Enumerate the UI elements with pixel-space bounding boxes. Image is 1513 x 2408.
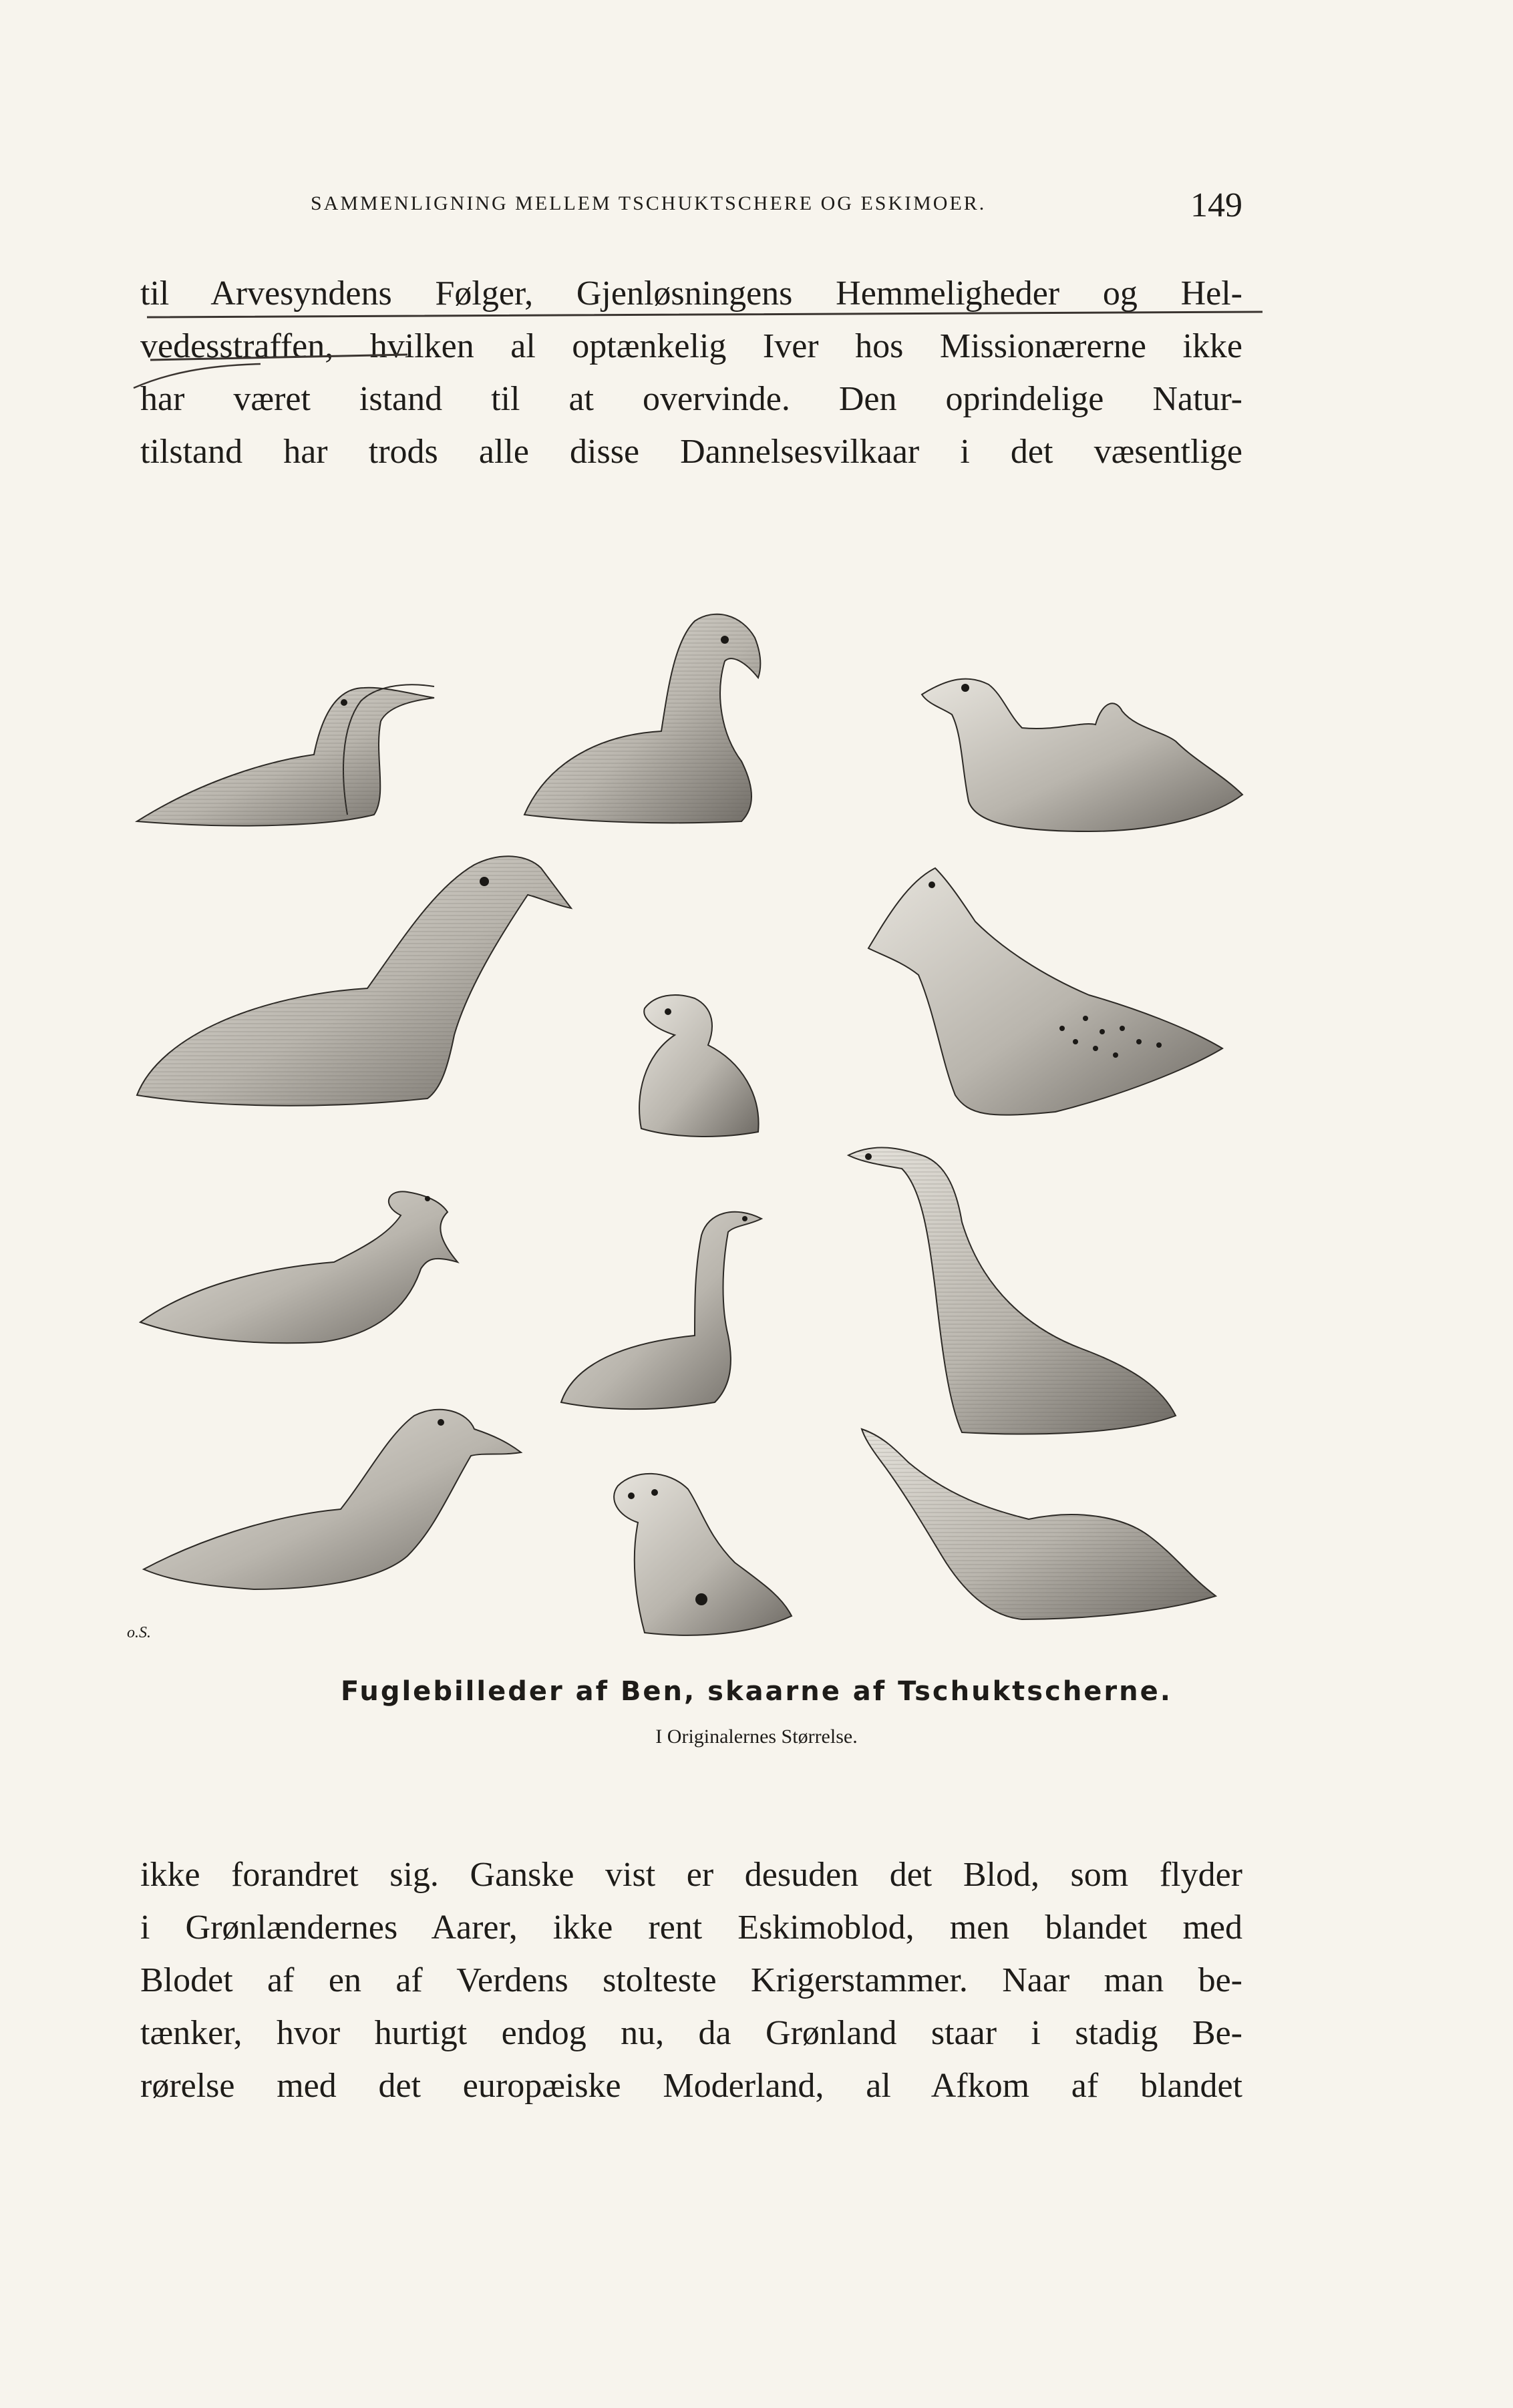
paragraph-bottom bbox=[140, 1848, 1242, 2112]
page-number: 149 bbox=[1190, 186, 1242, 224]
text-line: har været istand til at overvinde. Den oprindelige Natur- bbox=[140, 380, 1242, 418]
text-line: tilstand har trods alle disse Dannelsesvilkaar i det væsentlige bbox=[140, 433, 1242, 471]
text-line: tænker, hvor hurtigt endog nu, da Grønland staar i stadig Be- bbox=[140, 2014, 1242, 2052]
text-line: rørelse med det europæiske Moderland, al Afkom af blandet bbox=[140, 2067, 1242, 2105]
bird-figurines-illustration bbox=[120, 601, 1269, 1656]
figure-caption: Fuglebilleder af Ben, skaarne af Tschuktscherne. bbox=[341, 1676, 1172, 1707]
paragraph-top bbox=[140, 267, 1242, 478]
text-line: i Grønlændernes Aarer, ikke rent Eskimoblod, men blandet med bbox=[140, 1909, 1242, 1947]
artist-signature: o.S. bbox=[127, 1624, 151, 1641]
text-line: vedesstraffen, hvilken al optænkelig Iver hos Missionærerne ikke bbox=[140, 327, 1242, 365]
text-line: til Arvesyndens Følger, Gjenløsningens Hemmeligheder og Hel- bbox=[140, 274, 1242, 313]
engraving-drawing bbox=[120, 601, 1269, 1656]
text-line: ikke forandret sig. Ganske vist er desuden det Blod, som flyder bbox=[140, 1856, 1242, 1894]
running-head: SAMMENLIGNING MELLEM TSCHUKTSCHERE OG ESKIMOER. bbox=[311, 192, 987, 214]
figure-caption-subtitle: I Originalernes Størrelse. bbox=[655, 1726, 858, 1748]
text-line: Blodet af en af Verdens stolteste Krigerstammer. Naar man be- bbox=[140, 1961, 1242, 1999]
